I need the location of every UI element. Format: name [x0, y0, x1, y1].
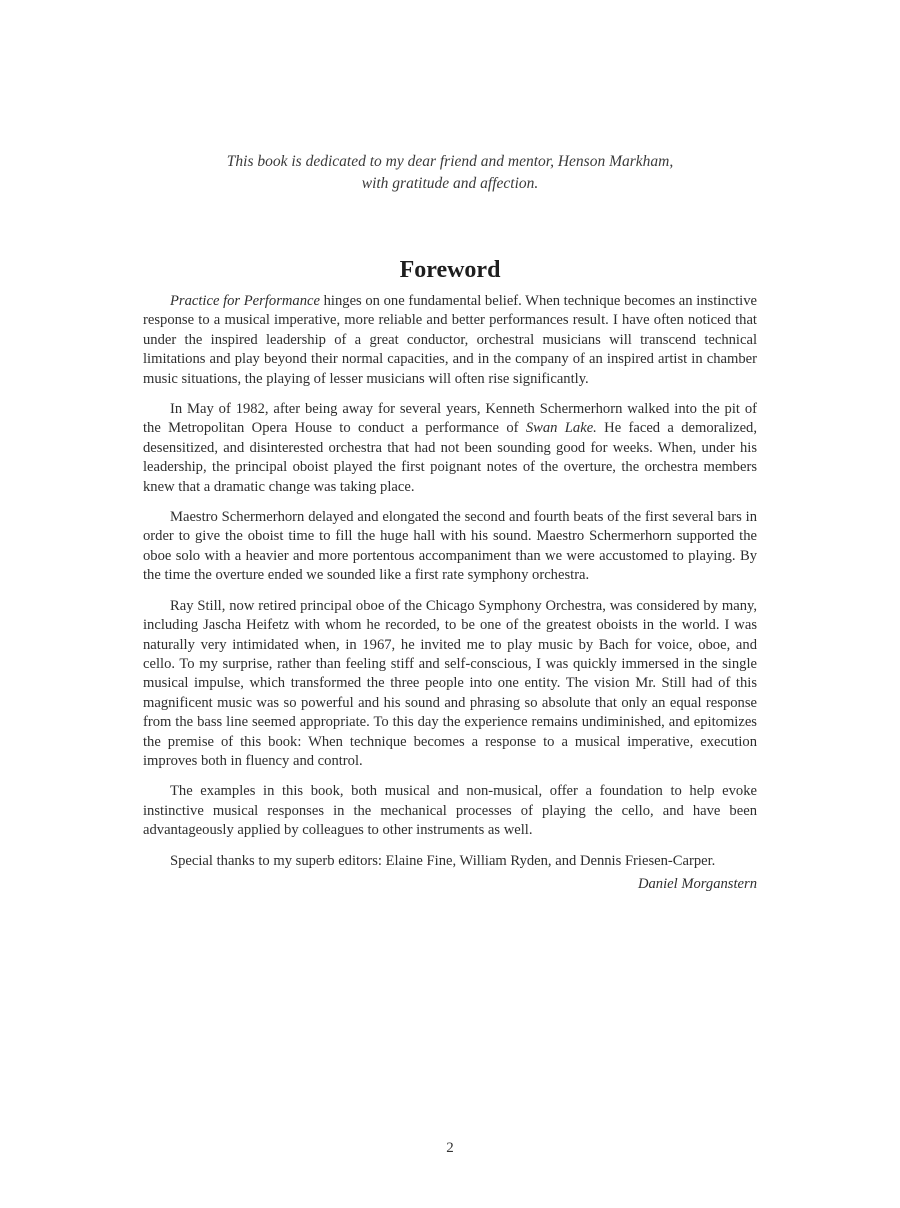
- paragraph-1-text: hinges on one fundamental belief. When technique becomes an instinctive response to a musical imperative, more reliable and better performances result. I have often noticed that under the inspired leadership of a great conductor, orchestral musicians will transcend technical limitations and play beyond their normal capacities, and in the company of an inspired artist in chamber music situations, the playing of lesser musicians will often rise significantly.: [143, 293, 757, 387]
- dedication-line-2: with gratitude and affection.: [361, 175, 539, 192]
- paragraph-2: [143, 400, 757, 497]
- paragraph-5: The examples in this book, both musical and non-musical, offer a foundation to help evoke instinctive musical responses in the mechanical processes of playing the cello, and have been advantageously applied by colleagues to other instruments as well.: [143, 783, 757, 839]
- paragraph-2-text-a: In May of 1982, after being away for several years, Kenneth Schermerhorn walked into the pit of the Metropolitan Opera House to conduct a performance of: [143, 401, 757, 437]
- paragraph-1: [143, 292, 757, 389]
- book-title: Practice for Performance: [170, 293, 320, 309]
- author-signature: Daniel Morganstern: [637, 875, 757, 892]
- dedication-line-1: This book is dedicated to my dear friend and mentor, Henson Markham,: [226, 153, 674, 170]
- page-title: Foreword: [399, 257, 501, 283]
- work-title: Swan Lake.: [525, 420, 597, 437]
- page-number: 2: [446, 1140, 454, 1156]
- paragraph-6: Special thanks to my superb editors: Elaine Fine, William Ryden, and Dennis Friesen-Carper.: [170, 852, 716, 869]
- paragraph-2-text-b: He faced a demoralized, desensitized, and disinterested orchestra that had not been sounding good for weeks. When, under his leadership, the principal oboist played the first poignant notes of the overture, the orchestra members knew that a dramatic change was taking place.: [143, 420, 757, 495]
- paragraph-3: Maestro Schermerhorn delayed and elongated the second and fourth beats of the first several bars in order to give the oboist time to fill the huge hall with his sound. Maestro Schermerhorn supported the oboe solo with a heavier and more portentous accompaniment than we were accustomed to playing. By the time the overture ended we sounded like a first rate symphony orchestra.: [143, 509, 757, 584]
- dedication: [0, 151, 900, 195]
- foreword-body: [143, 292, 757, 894]
- paragraph-4: Ray Still, now retired principal oboe of the Chicago Symphony Orchestra, was considered by many, including Jascha Heifetz with whom he recorded, to be one of the greatest oboists in the world. I was naturally very intimidated when, in 1967, he invited me to play music by Bach for voice, oboe, and cello. To my surprise, rather than feeling stiff and self-conscious, I was quickly immersed in the single musical impulse, which transformed the three people into one entity. The vision Mr. Still had of this magnificent music was so powerful and his sound and phrasing so absolute that only an equal response from the bass line seemed appropriate. To this day the experience remains undiminished, and epitomizes the premise of this book: When technique becomes a response to a musical imperative, execution improves both in fluency and control.: [143, 597, 757, 769]
